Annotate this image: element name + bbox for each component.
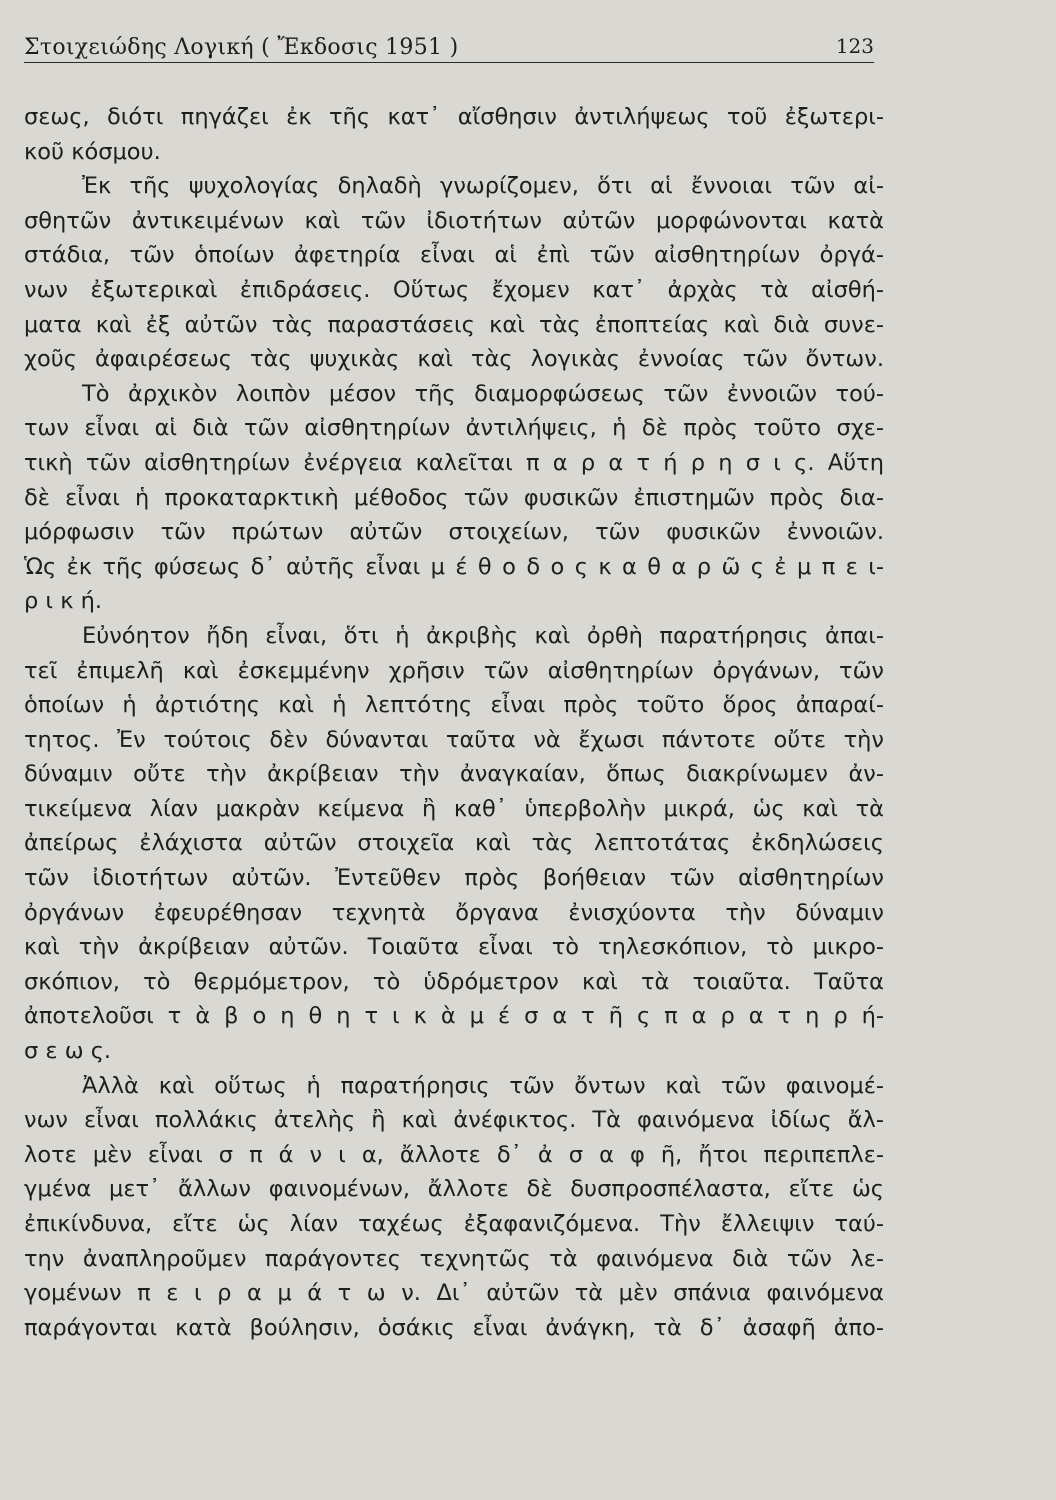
header-title: Στοιχειώδης Λογική ( Ἔκδοσις 1951 ) [24,35,459,60]
text-line: την ἀναπληροῦμεν παράγοντες τεχνητῶς τὰ φαινόμενα διὰ τῶν λε- [24,1245,884,1272]
text-line: τῶν ἰδιοτήτων αὐτῶν. Ἐντεῦθεν πρὸς βοήθειαν τῶν αἰσθητηρίων [24,865,884,892]
text-line: Ὡς ἐκ τῆς φύσεως δ᾿ αὐτῆς εἶναι μ έ θ ο δ ο ς κ α θ α ρ ῶ ς ἐ μ π ε ι- [24,553,884,580]
text-line: στάδια, τῶν ὁποίων ἀφετηρία εἶναι αἱ ἐπὶ τῶν αἰσθητηρίων ὀργά- [24,242,884,269]
text-line: ἀπείρως ἐλάχιστα αὐτῶν στοιχεῖα καὶ τὰς λεπτοτάτας ἐκδηλώσεις [24,830,884,857]
text-line: νων εἶναι πολλάκις ἀτελὴς ἢ καὶ ἀνέφικτος. Τὰ φαινόμενα ἰδίως ἄλ- [24,1107,884,1134]
text-line: λοτε μὲν εἶναι σ π ά ν ι α, ἄλλοτε δ᾿ ἀ σ α φ ῆ, ἤτοι περιπεπλε- [24,1141,884,1168]
text-line: σεως, διότι πηγάζει ἐκ τῆς κατ᾿ αἴσθησιν ἀντιλήψεως τοῦ ἐξωτερι- [24,104,884,130]
text-line: ὁποίων ἡ ἀρτιότης καὶ ἡ λεπτότης εἶναι πρὸς τοῦτο ὅρος ἀπαραί- [24,692,884,719]
text-line: των εἶναι αἱ διὰ τῶν αἰσθητηρίων ἀντιλήψεις, ἡ δὲ πρὸς τοῦτο σχε- [24,415,884,442]
text-line: μόρφωσιν τῶν πρώτων αὐτῶν στοιχείων, τῶν φυσικῶν ἐννοιῶν. [24,519,884,546]
running-header [24,22,874,63]
text-line: γμένα μετ᾿ ἄλλων φαινομένων, ἄλλοτε δὲ δυσπροσπέλαστα, εἴτε ὡς [24,1176,884,1203]
text-line: χοῦς ἀφαιρέσεως τὰς ψυχικὰς καὶ τὰς λογικὰς ἐννοίας τῶν ὄντων. [24,346,884,373]
text-line: σκόπιον, τὸ θερμόμετρον, τὸ ὑδρόμετρον καὶ τὰ τοιαῦτα. Ταῦτα [24,968,884,995]
text-line: ἀποτελοῦσι τ ὰ β ο η θ η τ ι κ ὰ μ έ σ α τ ῆ ς π α ρ α τ η ρ ή- [24,1003,884,1030]
text-line: ρ ι κ ή. [24,588,103,615]
text-line: σ ε ω ς. [24,1038,112,1065]
text-line: Ἀλλὰ καὶ οὕτως ἡ παρατήρησις τῶν ὄντων καὶ τῶν φαινομέ- [82,1072,884,1099]
body-text [24,100,884,1345]
text-line: ἐπικίνδυνα, εἴτε ὡς λίαν ταχέως ἐξαφανιζόμενα. Τὴν ἔλλειψιν ταύ- [24,1211,884,1237]
text-line: τικὴ τῶν αἰσθητηρίων ἐνέργεια καλεῖται π α ρ α τ ή ρ η σ ι ς. Αὕτη [24,449,884,476]
text-line: τεῖ ἐπιμελῆ καὶ ἐσκεμμένην χρῆσιν τῶν αἰσθητηρίων ὀργάνων, τῶν [24,657,884,684]
text-line: σθητῶν ἀντικειμένων καὶ τῶν ἰδιοτήτων αὐτῶν μορφώνονται κατὰ [24,207,884,234]
text-line: παράγονται κατὰ βούλησιν, ὁσάκις εἶναι ἀνάγκη, τὰ δ᾿ ἀσαφῆ ἀπο- [24,1314,884,1341]
text-line: δύναμιν οὔτε τὴν ἀκρίβειαν τὴν ἀναγκαίαν, ὅπως διακρίνωμεν ἀν- [24,761,884,788]
text-line: καὶ τὴν ἀκρίβειαν αὐτῶν. Τοιαῦτα εἶναι τὸ τηλεσκόπιον, τὸ μικρο- [24,934,884,961]
text-line: κοῦ κόσμου. [24,138,161,165]
text-line: Τὸ ἀρχικὸν λοιπὸν μέσον τῆς διαμορφώσεως τῶν ἐννοιῶν τού- [82,380,884,407]
text-line: ματα καὶ ἐξ αὐτῶν τὰς παραστάσεις καὶ τὰς ἐποπτείας καὶ διὰ συνε- [24,311,884,338]
text-line: τητος. Ἐν τούτοις δὲν δύνανται ταῦτα νὰ ἔχωσι πάντοτε οὔτε τὴν [24,726,884,753]
text-line: νων ἐξωτερικαὶ ἐπιδράσεις. Οὕτως ἔχομεν κατ᾿ ἀρχὰς τὰ αἰσθή- [24,276,884,303]
text-line: ὀργάνων ἐφευρέθησαν τεχνητὰ ὄργανα ἐνισχύοντα τὴν δύναμιν [24,899,884,926]
text-line: Ἐκ τῆς ψυχολογίας δηλαδὴ γνωρίζομεν, ὅτι αἱ ἔννοιαι τῶν αἰ- [82,173,884,200]
text-line: Εὐνόητον ἤδη εἶναι, ὅτι ἡ ἀκριβὴς καὶ ὀρθὴ παρατήρησις ἀπαι- [82,622,884,649]
text-line: τικείμενα λίαν μακρὰν κείμενα ἢ καθ᾿ ὑπερβολὴν μικρά, ὡς καὶ τὰ [24,795,884,822]
text-line: γομένων π ε ι ρ α μ ά τ ω ν. Δι᾿ αὐτῶν τὰ μὲν σπάνια φαινόμενα [24,1280,884,1307]
text-line: δὲ εἶναι ἡ προκαταρκτικὴ μέθοδος τῶν φυσικῶν ἐπιστημῶν πρὸς δια- [24,484,884,511]
page-number: 123 [835,34,874,58]
